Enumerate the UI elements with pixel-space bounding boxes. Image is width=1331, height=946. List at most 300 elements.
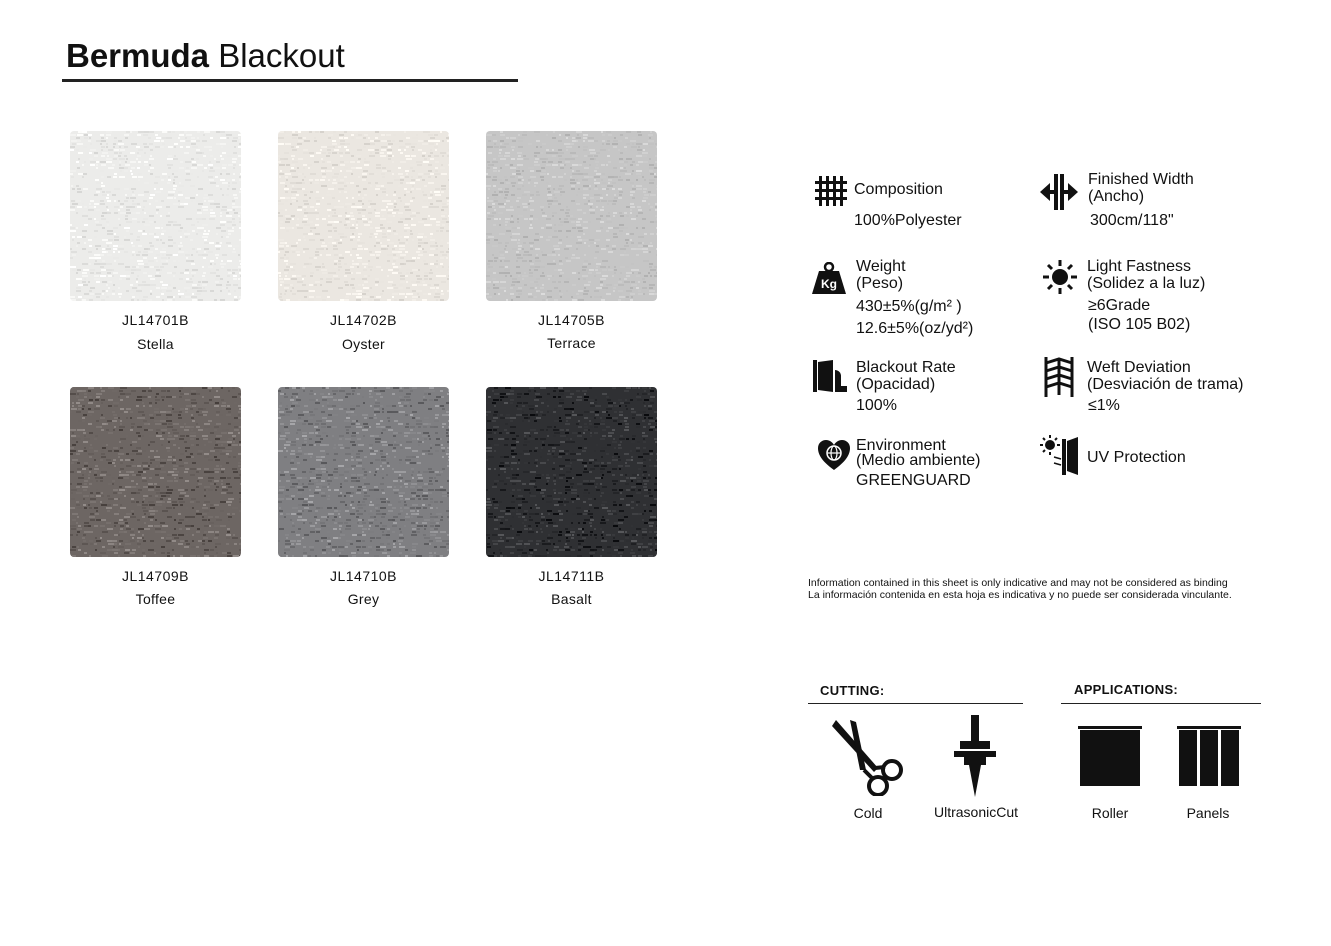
fabric-fleck xyxy=(565,158,570,160)
fabric-fleck xyxy=(406,423,409,425)
fabric-fleck xyxy=(400,176,404,178)
fabric-fleck xyxy=(424,242,428,244)
fabric-fleck xyxy=(600,149,606,151)
fabric-fleck xyxy=(493,272,496,274)
fabric-fleck xyxy=(380,390,385,392)
fabric-fleck xyxy=(334,522,337,524)
fabric-fleck xyxy=(654,164,657,166)
fabric-fleck xyxy=(179,296,181,298)
fabric-fleck xyxy=(100,254,104,256)
fabric-fleck xyxy=(362,501,365,503)
fabric-fleck xyxy=(107,528,113,530)
fabric-fleck xyxy=(143,420,147,422)
fabric-fleck xyxy=(180,242,182,244)
fabric-fleck xyxy=(227,188,229,190)
fabric-fleck xyxy=(114,260,116,262)
fabric-fleck xyxy=(292,251,295,253)
fabric-fleck xyxy=(400,200,402,202)
fabric-fleck xyxy=(357,522,359,524)
fabric-fleck xyxy=(564,408,570,410)
fabric-fleck xyxy=(220,263,226,265)
swatch-2[interactable] xyxy=(278,131,449,301)
fabric-fleck xyxy=(149,143,153,145)
fabric-fleck xyxy=(510,432,515,434)
fabric-fleck xyxy=(572,170,574,172)
fabric-fleck xyxy=(534,432,538,434)
fabric-fleck xyxy=(637,206,641,208)
fabric-fleck xyxy=(216,242,219,244)
fabric-fleck xyxy=(101,471,107,473)
fabric-fleck xyxy=(132,296,135,298)
fabric-fleck xyxy=(202,266,204,268)
fabric-fleck xyxy=(375,152,379,154)
fabric-fleck xyxy=(196,516,201,518)
fabric-fleck xyxy=(83,239,87,241)
fabric-fleck xyxy=(120,504,122,506)
fabric-fleck xyxy=(446,453,449,455)
fabric-fleck xyxy=(542,444,545,446)
fabric-fleck xyxy=(612,275,614,277)
fabric-fleck xyxy=(156,429,160,431)
fabric-fleck xyxy=(292,176,298,178)
fabric-fleck xyxy=(492,254,494,256)
fabric-fleck xyxy=(143,465,148,467)
fabric-fleck xyxy=(417,438,419,440)
fabric-fleck xyxy=(202,140,207,142)
fabric-fleck xyxy=(375,212,380,214)
fabric-fleck xyxy=(96,519,101,521)
fabric-fleck xyxy=(160,462,166,464)
fabric-fleck xyxy=(564,218,568,220)
fabric-fleck xyxy=(168,441,170,443)
fabric-fleck xyxy=(524,284,527,286)
fabric-fleck xyxy=(565,134,570,136)
fabric-fleck xyxy=(196,423,198,425)
fabric-fleck xyxy=(357,257,362,259)
fabric-fleck xyxy=(442,140,444,142)
fabric-fleck xyxy=(303,191,309,193)
fabric-fleck xyxy=(540,263,544,265)
fabric-fleck xyxy=(423,534,426,536)
fabric-fleck xyxy=(565,212,569,214)
fabric-fleck xyxy=(358,399,360,401)
fabric-fleck xyxy=(209,218,215,220)
fabric-fleck xyxy=(328,236,332,238)
fabric-fleck xyxy=(327,480,332,482)
fabric-fleck xyxy=(298,480,300,482)
fabric-fleck xyxy=(179,396,182,398)
fabric-fleck xyxy=(131,272,134,274)
fabric-fleck xyxy=(137,540,139,542)
fabric-fleck xyxy=(96,405,100,407)
fabric-fleck xyxy=(174,155,176,157)
fabric-fleck xyxy=(382,492,385,494)
fabric-fleck xyxy=(382,444,388,446)
fabric-fleck xyxy=(398,173,403,175)
fabric-fleck xyxy=(624,254,629,256)
fabric-fleck xyxy=(173,465,178,467)
fabric-fleck xyxy=(619,161,624,163)
fabric-fleck xyxy=(284,471,289,473)
fabric-fleck xyxy=(327,296,330,298)
fabric-fleck xyxy=(290,546,295,548)
fabric-fleck xyxy=(196,158,199,160)
fabric-fleck xyxy=(448,390,449,392)
fabric-fleck xyxy=(327,396,333,398)
fabric-fleck xyxy=(76,137,80,139)
fabric-fleck xyxy=(560,272,564,274)
fabric-fleck xyxy=(410,200,413,202)
fabric-fleck xyxy=(499,251,504,253)
fabric-fleck xyxy=(220,221,226,223)
fabric-fleck xyxy=(70,224,72,226)
fabric-fleck xyxy=(618,179,623,181)
fabric-fleck xyxy=(589,269,594,271)
swatch-1[interactable] xyxy=(70,131,241,301)
fabric-fleck xyxy=(423,194,427,196)
fabric-fleck xyxy=(70,447,74,449)
fabric-fleck xyxy=(302,284,306,286)
fabric-fleck xyxy=(411,513,416,515)
fabric-fleck xyxy=(162,423,167,425)
fabric-fleck xyxy=(636,188,642,190)
fabric-fleck xyxy=(522,411,524,413)
fabric-fleck xyxy=(394,290,400,292)
fabric-fleck xyxy=(291,450,295,452)
fabric-fleck xyxy=(161,260,166,262)
fabric-fleck xyxy=(113,176,117,178)
fabric-fleck xyxy=(114,465,116,467)
fabric-fleck xyxy=(626,387,631,389)
fabric-fleck xyxy=(114,486,118,488)
fabric-fleck xyxy=(493,167,497,169)
fabric-fleck xyxy=(96,420,99,422)
fabric-fleck xyxy=(144,513,146,515)
fabric-fleck xyxy=(172,540,176,542)
fabric-fleck xyxy=(124,552,129,554)
fabric-fleck xyxy=(523,242,526,244)
fabric-fleck xyxy=(528,293,532,295)
fabric-fleck xyxy=(239,492,241,494)
fabric-fleck xyxy=(83,146,87,148)
fabric-fleck xyxy=(492,390,494,392)
fabric-fleck xyxy=(204,239,207,241)
fabric-fleck xyxy=(302,275,306,277)
fabric-fleck xyxy=(328,393,330,395)
fabric-fleck xyxy=(387,200,391,202)
fabric-fleck xyxy=(394,492,398,494)
fabric-fleck xyxy=(517,408,522,410)
fabric-fleck xyxy=(440,230,443,232)
fabric-fleck xyxy=(613,200,617,202)
fabric-fleck xyxy=(370,462,373,464)
fabric-fleck xyxy=(120,423,122,425)
fabric-fleck xyxy=(214,480,219,482)
fabric-fleck xyxy=(280,170,282,172)
fabric-fleck xyxy=(529,227,533,229)
fabric-fleck xyxy=(220,290,222,292)
fabric-fleck xyxy=(500,158,506,160)
fabric-fleck xyxy=(541,227,544,229)
fabric-fleck xyxy=(162,510,168,512)
fabric-fleck xyxy=(148,275,152,277)
fabric-fleck xyxy=(228,456,231,458)
fabric-fleck xyxy=(233,284,238,286)
fabric-fleck xyxy=(280,242,285,244)
fabric-fleck xyxy=(518,248,521,250)
fabric-fleck xyxy=(358,233,362,235)
fabric-fleck xyxy=(626,290,632,292)
fabric-fleck xyxy=(583,140,585,142)
fabric-fleck xyxy=(297,477,302,479)
fabric-fleck xyxy=(630,450,632,452)
fabric-fleck xyxy=(280,555,282,557)
fabric-fleck xyxy=(303,218,308,220)
fabric-fleck xyxy=(107,474,111,476)
fabric-fleck xyxy=(334,254,338,256)
fabric-fleck xyxy=(552,152,558,154)
fabric-fleck xyxy=(322,197,324,199)
fabric-fleck xyxy=(83,284,88,286)
fabric-texture xyxy=(70,131,241,301)
fabric-fleck xyxy=(608,405,613,407)
fabric-fleck xyxy=(487,272,492,274)
fabric-fleck xyxy=(446,176,449,178)
swatch-5[interactable] xyxy=(278,387,449,557)
fabric-fleck xyxy=(150,293,152,295)
fabric-fleck xyxy=(150,441,155,443)
swatch-6[interactable] xyxy=(486,387,657,557)
fabric-fleck xyxy=(541,447,543,449)
fabric-fleck xyxy=(149,197,153,199)
fabric-fleck xyxy=(190,438,194,440)
fabric-fleck xyxy=(334,507,337,509)
fabric-fleck xyxy=(398,402,401,404)
fabric-fleck xyxy=(100,417,105,419)
fabric-fleck xyxy=(124,227,130,229)
fabric-fleck xyxy=(522,245,525,247)
fabric-fleck xyxy=(624,420,627,422)
fabric-fleck xyxy=(125,269,131,271)
fabric-fleck xyxy=(637,399,642,401)
fabric-fleck xyxy=(435,206,439,208)
fabric-fleck xyxy=(399,546,405,548)
fabric-fleck xyxy=(350,284,354,286)
fabric-fleck xyxy=(594,423,600,425)
fabric-fleck xyxy=(215,489,217,491)
fabric-fleck xyxy=(160,188,163,190)
fabric-fleck xyxy=(94,543,97,545)
fabric-fleck xyxy=(204,146,209,148)
fabric-fleck xyxy=(77,188,81,190)
fabric-fleck xyxy=(357,438,361,440)
fabric-fleck xyxy=(220,284,222,286)
fabric-fleck xyxy=(594,179,596,181)
swatch-3[interactable] xyxy=(486,131,657,301)
fabric-fleck xyxy=(168,257,170,259)
fabric-fleck xyxy=(487,167,490,169)
fabric-fleck xyxy=(290,453,295,455)
fabric-fleck xyxy=(168,432,170,434)
fabric-fleck xyxy=(278,251,280,253)
fabric-fleck xyxy=(102,239,108,241)
fabric-fleck xyxy=(535,233,539,235)
fabric-fleck xyxy=(286,450,288,452)
fabric-fleck xyxy=(430,534,436,536)
fabric-fleck xyxy=(296,534,300,536)
fabric-fleck xyxy=(101,137,104,139)
fabric-fleck xyxy=(124,411,128,413)
fabric-fleck xyxy=(364,552,369,554)
fabric-fleck xyxy=(76,161,79,163)
fabric-fleck xyxy=(94,218,96,220)
fabric-fleck xyxy=(417,516,423,518)
fabric-fleck xyxy=(240,387,241,389)
fabric-fleck xyxy=(552,176,556,178)
fabric-fleck xyxy=(351,474,356,476)
fabric-fleck xyxy=(155,531,161,533)
fabric-fleck xyxy=(196,140,200,142)
fabric-fleck xyxy=(374,414,376,416)
fabric-fleck xyxy=(619,230,623,232)
fabric-fleck xyxy=(540,411,543,413)
fabric-fleck xyxy=(363,489,367,491)
fabric-fleck xyxy=(404,131,406,133)
fabric-fleck xyxy=(398,215,402,217)
fabric-fleck xyxy=(530,197,532,199)
fabric-fleck xyxy=(168,245,173,247)
fabric-fleck xyxy=(493,158,496,160)
fabric-fleck xyxy=(416,507,421,509)
fabric-fleck xyxy=(382,468,384,470)
fabric-fleck xyxy=(535,447,538,449)
fabric-fleck xyxy=(239,441,241,443)
fabric-fleck xyxy=(89,507,92,509)
fabric-fleck xyxy=(220,212,222,214)
fabric-fleck xyxy=(168,131,171,133)
fabric-fleck xyxy=(125,393,131,395)
fabric-fleck xyxy=(441,396,444,398)
fabric-fleck xyxy=(155,399,160,401)
fabric-fleck xyxy=(279,245,284,247)
fabric-fleck xyxy=(400,281,405,283)
fabric-fleck xyxy=(380,549,384,551)
fabric-fleck xyxy=(498,212,503,214)
fabric-fleck xyxy=(88,531,93,533)
fabric-fleck xyxy=(577,143,582,145)
fabric-fleck xyxy=(101,140,106,142)
fabric-fleck xyxy=(530,194,534,196)
fabric-fleck xyxy=(358,212,361,214)
fabric-fleck xyxy=(399,405,403,407)
fabric-fleck xyxy=(369,396,373,398)
fabric-fleck xyxy=(214,272,216,274)
fabric-fleck xyxy=(522,420,524,422)
fabric-fleck xyxy=(226,501,232,503)
fabric-fleck xyxy=(138,411,144,413)
fabric-fleck xyxy=(314,393,316,395)
fabric-fleck xyxy=(528,179,531,181)
fabric-fleck xyxy=(504,293,508,295)
fabric-fleck xyxy=(394,299,397,301)
fabric-fleck xyxy=(113,248,117,250)
fabric-fleck xyxy=(179,411,182,413)
fabric-fleck xyxy=(505,194,508,196)
fabric-fleck xyxy=(406,293,410,295)
fabric-fleck xyxy=(196,152,202,154)
fabric-fleck xyxy=(88,387,94,389)
fabric-fleck xyxy=(522,260,527,262)
fabric-fleck xyxy=(178,251,184,253)
fabric-fleck xyxy=(400,254,406,256)
fabric-fleck xyxy=(143,296,148,298)
fabric-fleck xyxy=(232,507,238,509)
fabric-fleck xyxy=(356,465,362,467)
fabric-fleck xyxy=(492,402,496,404)
fabric-fleck xyxy=(197,468,201,470)
fabric-fleck xyxy=(334,489,339,491)
fabric-fleck xyxy=(168,221,173,223)
fabric-fleck xyxy=(119,296,121,298)
fabric-fleck xyxy=(136,266,139,268)
swatch-4[interactable] xyxy=(70,387,241,557)
fabric-fleck xyxy=(374,390,380,392)
fabric-fleck xyxy=(332,215,338,217)
fabric-fleck xyxy=(156,137,161,139)
fabric-fleck xyxy=(321,158,323,160)
fabric-fleck xyxy=(332,438,335,440)
fabric-fleck xyxy=(400,170,403,172)
fabric-fleck xyxy=(376,254,380,256)
fabric-fleck xyxy=(345,269,350,271)
fabric-fleck xyxy=(226,194,229,196)
fabric-fleck xyxy=(292,498,294,500)
fabric-fleck xyxy=(504,290,506,292)
fabric-fleck xyxy=(559,420,562,422)
fabric-fleck xyxy=(400,399,405,401)
fabric-fleck xyxy=(203,534,206,536)
fabric-fleck xyxy=(558,161,562,163)
fabric-fleck xyxy=(638,161,643,163)
fabric-fleck xyxy=(434,254,438,256)
fabric-fleck xyxy=(308,164,312,166)
fabric-fleck xyxy=(594,194,600,196)
fabric-fleck xyxy=(191,263,195,265)
fabric-fleck xyxy=(214,447,220,449)
fabric-fleck xyxy=(423,399,427,401)
fabric-fleck xyxy=(322,176,326,178)
fabric-fleck xyxy=(168,155,172,157)
fabric-fleck xyxy=(612,387,616,389)
fabric-fleck xyxy=(82,215,88,217)
fabric-fleck xyxy=(505,221,508,223)
fabric-fleck xyxy=(448,149,449,151)
fabric-fleck xyxy=(192,230,195,232)
fabric-fleck xyxy=(209,170,215,172)
fabric-fleck xyxy=(648,423,651,425)
fabric-fleck xyxy=(113,402,119,404)
fabric-fleck xyxy=(304,438,307,440)
fabric-fleck xyxy=(500,281,506,283)
fabric-fleck xyxy=(364,143,370,145)
fabric-fleck xyxy=(148,390,152,392)
fabric-fleck xyxy=(618,149,620,151)
fabric-fleck xyxy=(447,140,449,142)
fabric-fleck xyxy=(136,429,138,431)
fabric-fleck xyxy=(298,137,302,139)
fabric-fleck xyxy=(369,218,371,220)
fabric-fleck xyxy=(233,441,235,443)
